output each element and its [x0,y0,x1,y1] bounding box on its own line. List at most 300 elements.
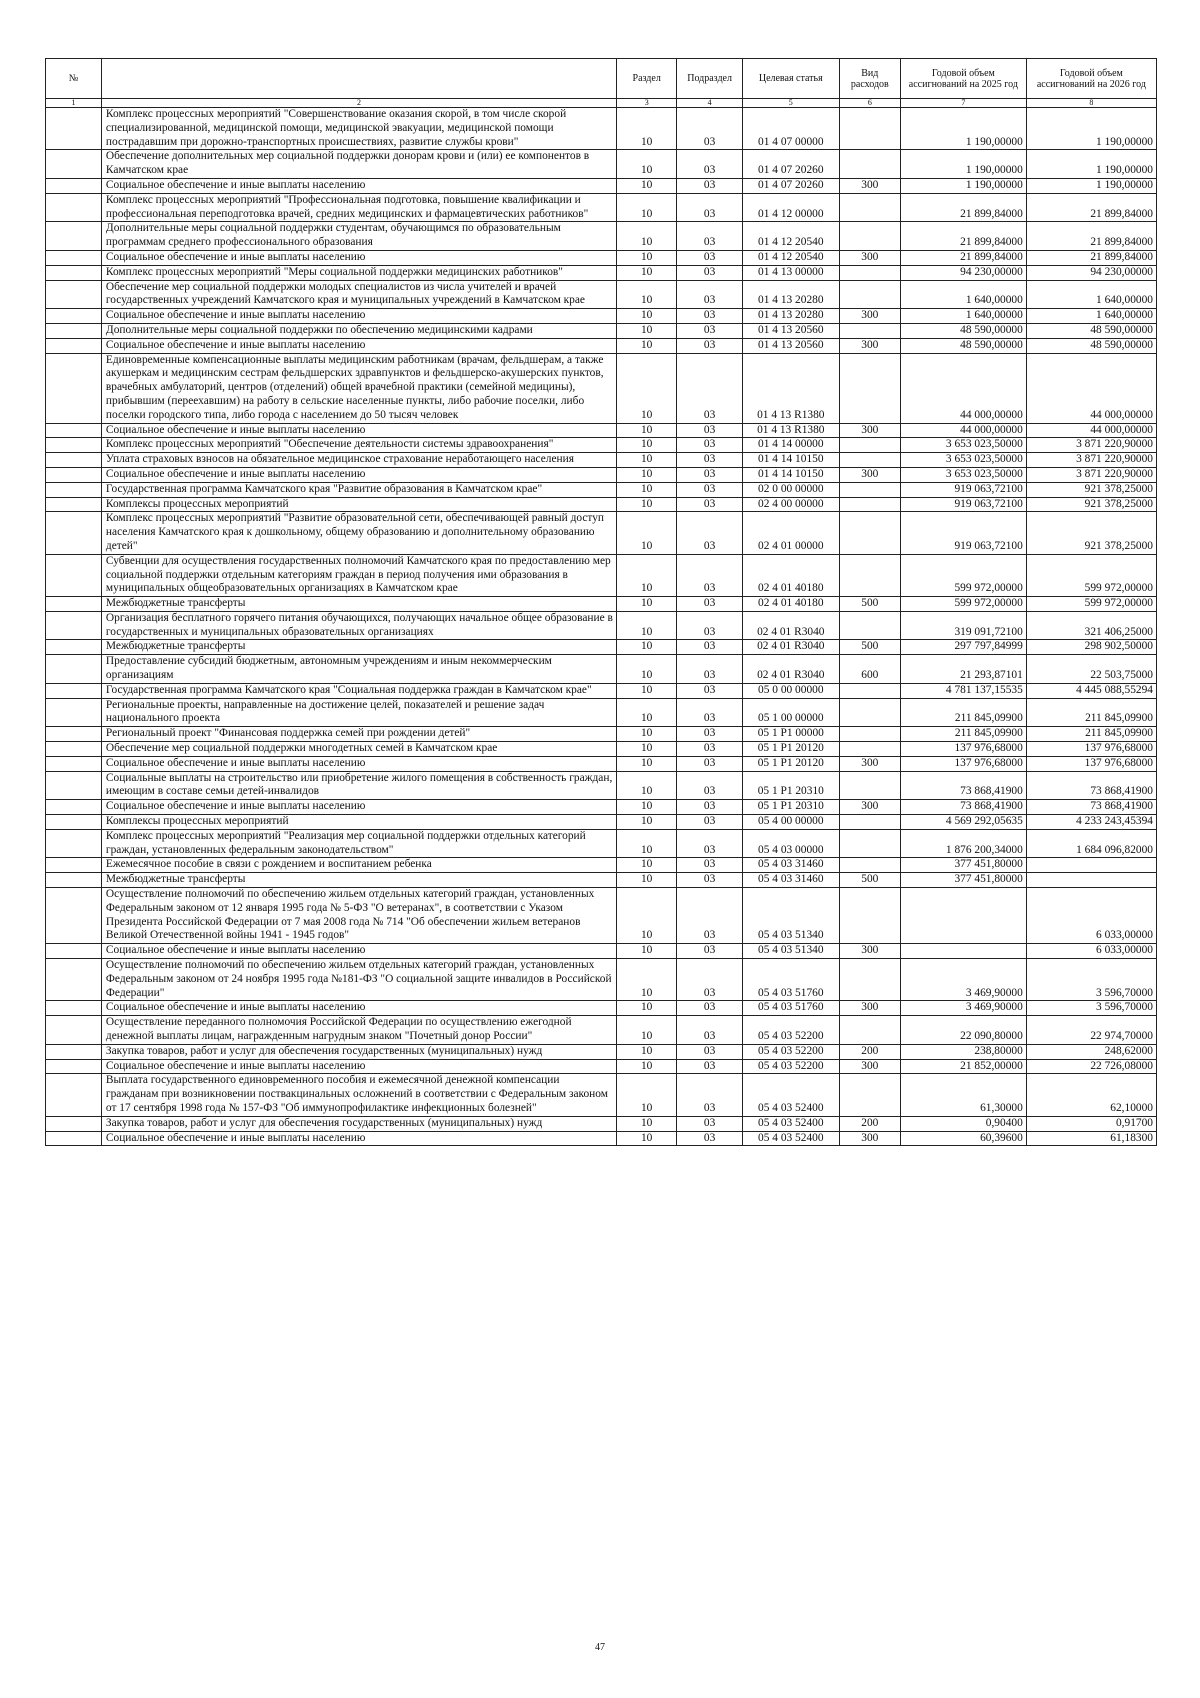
vol2025-cell: 21 293,87101 [900,655,1026,684]
vid-cell [839,438,900,453]
header-target: Целевая статья [742,59,839,99]
vol2026-cell: 248,62000 [1026,1044,1156,1059]
podrazdel-cell: 03 [677,597,743,612]
name-cell: Дополнительные меры социальной поддержки студентам, обучающимся по образовательным программам среднего профессионального образования [101,222,616,251]
razdel-cell: 10 [617,1131,677,1146]
name-cell: Региональные проекты, направленные на достижение целей, показателей и решение задач национального проекта [101,698,616,727]
name-cell: Комплекс процессных мероприятий "Развитие образовательной сети, обеспечивающей равный доступ населения Камчатского края к дошкольному, общему образованию и дополнительному образованию детей" [101,512,616,554]
target-cell: 01 4 07 20260 [742,150,839,179]
vid-cell: 300 [839,467,900,482]
table-row [46,597,1157,612]
table-row [46,323,1157,338]
name-cell: Субвенции для осуществления государственных полномочий Камчатского края по предоставлению мер социальной поддержки отдельным категориям граждан в период получения ими образования в муниципальных общеобразовательных организациях в Камчатском крае [101,554,616,596]
podrazdel-cell: 03 [677,1074,743,1116]
num-cell [46,482,102,497]
vol2026-cell: 3 596,70000 [1026,1001,1156,1016]
vol2025-cell: 3 653 023,50000 [900,453,1026,468]
table-row [46,482,1157,497]
podrazdel-cell: 03 [677,512,743,554]
vol2026-cell: 1 640,00000 [1026,280,1156,309]
num-cell [46,756,102,771]
column-number: 1 [46,99,102,108]
table-row [46,800,1157,815]
vid-cell [839,858,900,873]
vol2025-cell: 1 190,00000 [900,108,1026,150]
vol2025-cell: 599 972,00000 [900,597,1026,612]
vol2026-cell: 6 033,00000 [1026,888,1156,944]
vid-cell [839,323,900,338]
table-row [46,888,1157,944]
table-row [46,338,1157,353]
podrazdel-cell: 03 [677,265,743,280]
vol2026-cell: 44 000,00000 [1026,353,1156,423]
num-cell [46,683,102,698]
target-cell: 01 4 07 20260 [742,178,839,193]
name-cell: Комплекс процессных мероприятий "Меры социальной поддержки медицинских работников" [101,265,616,280]
num-cell [46,423,102,438]
vol2026-cell: 61,18300 [1026,1131,1156,1146]
vol2025-cell: 319 091,72100 [900,611,1026,640]
podrazdel-cell: 03 [677,482,743,497]
num-cell [46,338,102,353]
vol2025-cell: 21 899,84000 [900,193,1026,222]
target-cell: 02 0 00 00000 [742,482,839,497]
vid-cell: 300 [839,1131,900,1146]
target-cell: 05 4 00 00000 [742,815,839,830]
vol2025-cell: 22 090,80000 [900,1016,1026,1045]
vol2026-cell: 599 972,00000 [1026,554,1156,596]
vid-cell [839,280,900,309]
num-cell [46,309,102,324]
vol2025-cell: 1 876 200,34000 [900,829,1026,858]
num-cell [46,193,102,222]
header-name [101,59,616,99]
podrazdel-cell: 03 [677,338,743,353]
name-cell: Социальное обеспечение и иные выплаты населению [101,423,616,438]
vid-cell [839,815,900,830]
podrazdel-cell: 03 [677,756,743,771]
vol2026-cell [1026,873,1156,888]
table-row [46,944,1157,959]
table-row [46,829,1157,858]
vol2025-cell: 48 590,00000 [900,323,1026,338]
column-number: 2 [101,99,616,108]
razdel-cell: 10 [617,1059,677,1074]
vid-cell [839,727,900,742]
table-row [46,309,1157,324]
vol2025-cell: 1 640,00000 [900,309,1026,324]
target-cell: 02 4 01 R3040 [742,611,839,640]
target-cell: 05 1 P1 20120 [742,742,839,757]
podrazdel-cell: 03 [677,1044,743,1059]
vol2025-cell: 137 976,68000 [900,756,1026,771]
razdel-cell: 10 [617,1044,677,1059]
razdel-cell: 10 [617,683,677,698]
num-cell [46,944,102,959]
table-row [46,222,1157,251]
column-number: 7 [900,99,1026,108]
table-row [46,1116,1157,1131]
vol2026-cell: 1 190,00000 [1026,178,1156,193]
table-row [46,512,1157,554]
target-cell: 05 4 03 51340 [742,944,839,959]
vol2026-cell: 599 972,00000 [1026,597,1156,612]
podrazdel-cell: 03 [677,453,743,468]
razdel-cell: 10 [617,742,677,757]
vol2025-cell: 137 976,68000 [900,742,1026,757]
vol2025-cell: 48 590,00000 [900,338,1026,353]
vol2026-cell: 3 596,70000 [1026,959,1156,1001]
vid-cell [839,683,900,698]
column-number: 4 [677,99,743,108]
num-cell [46,250,102,265]
podrazdel-cell: 03 [677,727,743,742]
name-cell: Комплекс процессных мероприятий "Профессиональная подготовка, повышение квалификации и профессиональная переподготовка врачей, средних медицинских и фармацевтических работников" [101,193,616,222]
vol2026-cell: 22 726,08000 [1026,1059,1156,1074]
name-cell: Комплексы процессных мероприятий [101,497,616,512]
vol2025-cell: 919 063,72100 [900,512,1026,554]
razdel-cell: 10 [617,309,677,324]
num-cell [46,742,102,757]
table-row [46,438,1157,453]
budget-table-sheet [45,58,1157,1146]
razdel-cell: 10 [617,150,677,179]
name-cell: Осуществление полномочий по обеспечению жильем отдельных категорий граждан, установленных Федеральным законом от 12 января 1995 года № 5-ФЗ "О ветеранах", в соответствии с Указом Президента Российской Федерации от 7 мая 2008 года № 714 "Об обеспечении жильем ветеранов Великой Отечественной войны 1941 - 1945 годов" [101,888,616,944]
name-cell: Социальное обеспечение и иные выплаты населению [101,756,616,771]
table-row [46,467,1157,482]
podrazdel-cell: 03 [677,858,743,873]
vol2026-cell: 22 503,75000 [1026,655,1156,684]
podrazdel-cell: 03 [677,815,743,830]
vid-cell: 300 [839,1059,900,1074]
vid-cell [839,512,900,554]
table-row [46,265,1157,280]
vid-cell [839,193,900,222]
target-cell: 01 4 13 20280 [742,280,839,309]
num-cell [46,150,102,179]
page-number: 47 [595,1642,605,1653]
vol2026-cell: 21 899,84000 [1026,250,1156,265]
vol2026-cell: 1 190,00000 [1026,108,1156,150]
vol2026-cell: 211 845,09900 [1026,727,1156,742]
podrazdel-cell: 03 [677,108,743,150]
vid-cell: 300 [839,1001,900,1016]
podrazdel-cell: 03 [677,698,743,727]
column-number: 8 [1026,99,1156,108]
vid-cell: 300 [839,309,900,324]
table-row [46,727,1157,742]
podrazdel-cell: 03 [677,150,743,179]
table-row [46,655,1157,684]
vol2026-cell: 1 190,00000 [1026,150,1156,179]
vid-cell: 300 [839,800,900,815]
vol2025-cell: 94 230,00000 [900,265,1026,280]
num-cell [46,727,102,742]
num-cell [46,640,102,655]
name-cell: Закупка товаров, работ и услуг для обеспечения государственных (муниципальных) нужд [101,1044,616,1059]
podrazdel-cell: 03 [677,888,743,944]
table-row [46,1059,1157,1074]
vol2025-cell: 3 653 023,50000 [900,467,1026,482]
name-cell: Комплексы процессных мероприятий [101,815,616,830]
razdel-cell: 10 [617,108,677,150]
num-cell [46,1044,102,1059]
num-cell [46,655,102,684]
podrazdel-cell: 03 [677,655,743,684]
razdel-cell: 10 [617,959,677,1001]
name-cell: Комплекс процессных мероприятий "Обеспечение деятельности системы здравоохранения" [101,438,616,453]
vid-cell: 300 [839,250,900,265]
podrazdel-cell: 03 [677,193,743,222]
num-cell [46,829,102,858]
vid-cell [839,554,900,596]
podrazdel-cell: 03 [677,323,743,338]
num-cell [46,597,102,612]
name-cell: Государственная программа Камчатского края "Социальная поддержка граждан в Камчатском крае" [101,683,616,698]
target-cell: 05 4 03 52400 [742,1131,839,1146]
name-cell: Государственная программа Камчатского края "Развитие образования в Камчатском крае" [101,482,616,497]
vid-cell: 200 [839,1116,900,1131]
num-cell [46,265,102,280]
target-cell: 05 1 00 00000 [742,698,839,727]
name-cell: Комплекс процессных мероприятий "Совершенствование оказания скорой, в том числе скорой специализированной, медицинской помощи, медицинской эвакуации, медицинской помощи пострадавшим при дорожно-транспортных происшествиях, развитие службы крови" [101,108,616,150]
num-cell [46,800,102,815]
vid-cell [839,829,900,858]
target-cell: 05 0 00 00000 [742,683,839,698]
target-cell: 01 4 12 20540 [742,222,839,251]
vol2025-cell: 44 000,00000 [900,423,1026,438]
target-cell: 05 1 P1 20310 [742,771,839,800]
podrazdel-cell: 03 [677,829,743,858]
name-cell: Комплекс процессных мероприятий "Реализация мер социальной поддержки отдельных категорий граждан, установленных федеральным законодательством" [101,829,616,858]
podrazdel-cell: 03 [677,800,743,815]
vol2026-cell: 211 845,09900 [1026,698,1156,727]
num-cell [46,771,102,800]
podrazdel-cell: 03 [677,280,743,309]
vol2026-cell: 73 868,41900 [1026,800,1156,815]
vid-cell [839,497,900,512]
vol2026-cell: 94 230,00000 [1026,265,1156,280]
vol2025-cell: 919 063,72100 [900,482,1026,497]
vol2025-cell: 4 569 292,05635 [900,815,1026,830]
column-number: 6 [839,99,900,108]
name-cell: Дополнительные меры социальной поддержки по обеспечению медицинскими кадрами [101,323,616,338]
vol2026-cell: 48 590,00000 [1026,338,1156,353]
podrazdel-cell: 03 [677,222,743,251]
razdel-cell: 10 [617,250,677,265]
podrazdel-cell: 03 [677,640,743,655]
table-row [46,1131,1157,1146]
podrazdel-cell: 03 [677,1001,743,1016]
name-cell: Организация бесплатного горячего питания обучающихся, получающих начальное общее образование в государственных и муниципальных образовательных организациях [101,611,616,640]
table-row [46,178,1157,193]
podrazdel-cell: 03 [677,683,743,698]
target-cell: 02 4 01 40180 [742,554,839,596]
num-cell [46,353,102,423]
num-cell [46,1059,102,1074]
vid-cell [839,611,900,640]
vid-cell: 500 [839,597,900,612]
razdel-cell: 10 [617,800,677,815]
num-cell [46,611,102,640]
vol2025-cell: 211 845,09900 [900,727,1026,742]
vol2026-cell: 1 684 096,82000 [1026,829,1156,858]
target-cell: 01 4 14 10150 [742,467,839,482]
target-cell: 05 4 03 51760 [742,959,839,1001]
razdel-cell: 10 [617,482,677,497]
num-cell [46,453,102,468]
vol2025-cell: 21 852,00000 [900,1059,1026,1074]
target-cell: 05 1 P1 20120 [742,756,839,771]
name-cell: Социальное обеспечение и иные выплаты населению [101,1131,616,1146]
podrazdel-cell: 03 [677,353,743,423]
name-cell: Ежемесячное пособие в связи с рождением и воспитанием ребенка [101,858,616,873]
name-cell: Выплата государственного единовременного пособия и ежемесячной денежной компенсации гражданам при возникновении поствакцинальных осложнений в соответствии с Федеральным законом от 17 сентября 1998 года № 157-ФЗ "Об иммунопрофилактике инфекционных болезней" [101,1074,616,1116]
razdel-cell: 10 [617,467,677,482]
razdel-cell: 10 [617,497,677,512]
podrazdel-cell: 03 [677,944,743,959]
target-cell: 05 4 03 52200 [742,1016,839,1045]
table-row [46,554,1157,596]
name-cell: Осуществление переданного полномочия Российской Федерации по осуществлению ежегодной денежной выплаты лицам, награжденным нагрудным знаком "Почетный донор России" [101,1016,616,1045]
razdel-cell: 10 [617,280,677,309]
vid-cell [839,453,900,468]
podrazdel-cell: 03 [677,497,743,512]
vid-cell [839,698,900,727]
target-cell: 05 4 03 51340 [742,888,839,944]
podrazdel-cell: 03 [677,467,743,482]
vid-cell: 500 [839,873,900,888]
table-header-row [46,59,1157,99]
num-cell [46,467,102,482]
razdel-cell: 10 [617,597,677,612]
header-vid: Вид расходов [839,59,900,99]
vol2025-cell: 73 868,41900 [900,771,1026,800]
num-cell [46,1001,102,1016]
target-cell: 01 4 14 00000 [742,438,839,453]
razdel-cell: 10 [617,193,677,222]
target-cell: 05 1 P1 00000 [742,727,839,742]
num-cell [46,280,102,309]
vol2025-cell: 919 063,72100 [900,497,1026,512]
name-cell: Социальное обеспечение и иные выплаты населению [101,1001,616,1016]
header-vol2026: Годовой объем ассигнований на 2026 год [1026,59,1156,99]
vid-cell [839,353,900,423]
razdel-cell: 10 [617,858,677,873]
podrazdel-cell: 03 [677,611,743,640]
name-cell: Уплата страховых взносов на обязательное медицинское страхование неработающего населения [101,453,616,468]
name-cell: Социальное обеспечение и иные выплаты населению [101,1059,616,1074]
table-row [46,453,1157,468]
name-cell: Предоставление субсидий бюджетным, автономным учреждениям и иным некоммерческим организациям [101,655,616,684]
vol2025-cell: 3 469,90000 [900,959,1026,1001]
table-row [46,683,1157,698]
num-cell [46,1116,102,1131]
vol2026-cell: 3 871 220,90000 [1026,467,1156,482]
vid-cell [839,265,900,280]
razdel-cell: 10 [617,611,677,640]
vol2025-cell: 297 797,84999 [900,640,1026,655]
column-number: 3 [617,99,677,108]
num-cell [46,1131,102,1146]
vid-cell [839,959,900,1001]
vol2026-cell: 4 233 243,45394 [1026,815,1156,830]
target-cell: 01 4 12 00000 [742,193,839,222]
razdel-cell: 10 [617,1001,677,1016]
vol2025-cell: 1 640,00000 [900,280,1026,309]
header-vol2025: Годовой объем ассигнований на 2025 год [900,59,1026,99]
razdel-cell: 10 [617,1116,677,1131]
vid-cell [839,742,900,757]
vid-cell: 200 [839,1044,900,1059]
vid-cell [839,150,900,179]
column-number: 5 [742,99,839,108]
podrazdel-cell: 03 [677,1059,743,1074]
num-cell [46,554,102,596]
vid-cell [839,108,900,150]
header-num: № [46,59,102,99]
vol2025-cell: 1 190,00000 [900,150,1026,179]
target-cell: 02 4 01 00000 [742,512,839,554]
vol2025-cell: 3 469,90000 [900,1001,1026,1016]
table-row [46,353,1157,423]
razdel-cell: 10 [617,222,677,251]
target-cell: 05 4 03 31460 [742,858,839,873]
target-cell: 05 4 03 00000 [742,829,839,858]
razdel-cell: 10 [617,178,677,193]
razdel-cell: 10 [617,1074,677,1116]
num-cell [46,497,102,512]
table-row [46,250,1157,265]
vol2025-cell: 377 451,80000 [900,873,1026,888]
name-cell: Социальное обеспечение и иные выплаты населению [101,178,616,193]
razdel-cell: 10 [617,353,677,423]
name-cell: Единовременные компенсационные выплаты медицинским работникам (врачам, фельдшерам, а также акушеркам и медицинским сестрам фельдшерских здравпунктов и фельдшерско-акушерских пунктов, врачебных амбулаторий, центров (отделений) общей врачебной практики (семейной медицины), прибывшим (переехавшим) на работу в сельские населенные пункты, либо рабочие поселки, либо поселки городского типа, либо города с населением до 50 тысяч человек [101,353,616,423]
num-cell [46,698,102,727]
vol2025-cell: 61,30000 [900,1074,1026,1116]
target-cell: 05 1 P1 20310 [742,800,839,815]
podrazdel-cell: 03 [677,771,743,800]
vol2026-cell [1026,858,1156,873]
table-row [46,1044,1157,1059]
vol2026-cell: 1 640,00000 [1026,309,1156,324]
table-row [46,742,1157,757]
vid-cell [839,888,900,944]
target-cell: 01 4 13 20560 [742,338,839,353]
table-row [46,150,1157,179]
table-row [46,771,1157,800]
razdel-cell: 10 [617,512,677,554]
num-cell [46,888,102,944]
razdel-cell: 10 [617,655,677,684]
name-cell: Социальное обеспечение и иные выплаты населению [101,800,616,815]
table-row [46,1074,1157,1116]
name-cell: Межбюджетные трансферты [101,873,616,888]
num-cell [46,873,102,888]
vid-cell: 300 [839,944,900,959]
vid-cell [839,222,900,251]
name-cell: Социальные выплаты на строительство или приобретение жилого помещения в собственность граждан, имеющим в составе семьи детей-инвалидов [101,771,616,800]
vol2025-cell: 599 972,00000 [900,554,1026,596]
name-cell: Региональный проект "Финансовая поддержка семей при рождении детей" [101,727,616,742]
razdel-cell: 10 [617,873,677,888]
razdel-cell: 10 [617,888,677,944]
vol2026-cell: 921 378,25000 [1026,482,1156,497]
table-body [46,108,1157,1146]
num-cell [46,959,102,1001]
vol2026-cell: 3 871 220,90000 [1026,438,1156,453]
podrazdel-cell: 03 [677,1016,743,1045]
